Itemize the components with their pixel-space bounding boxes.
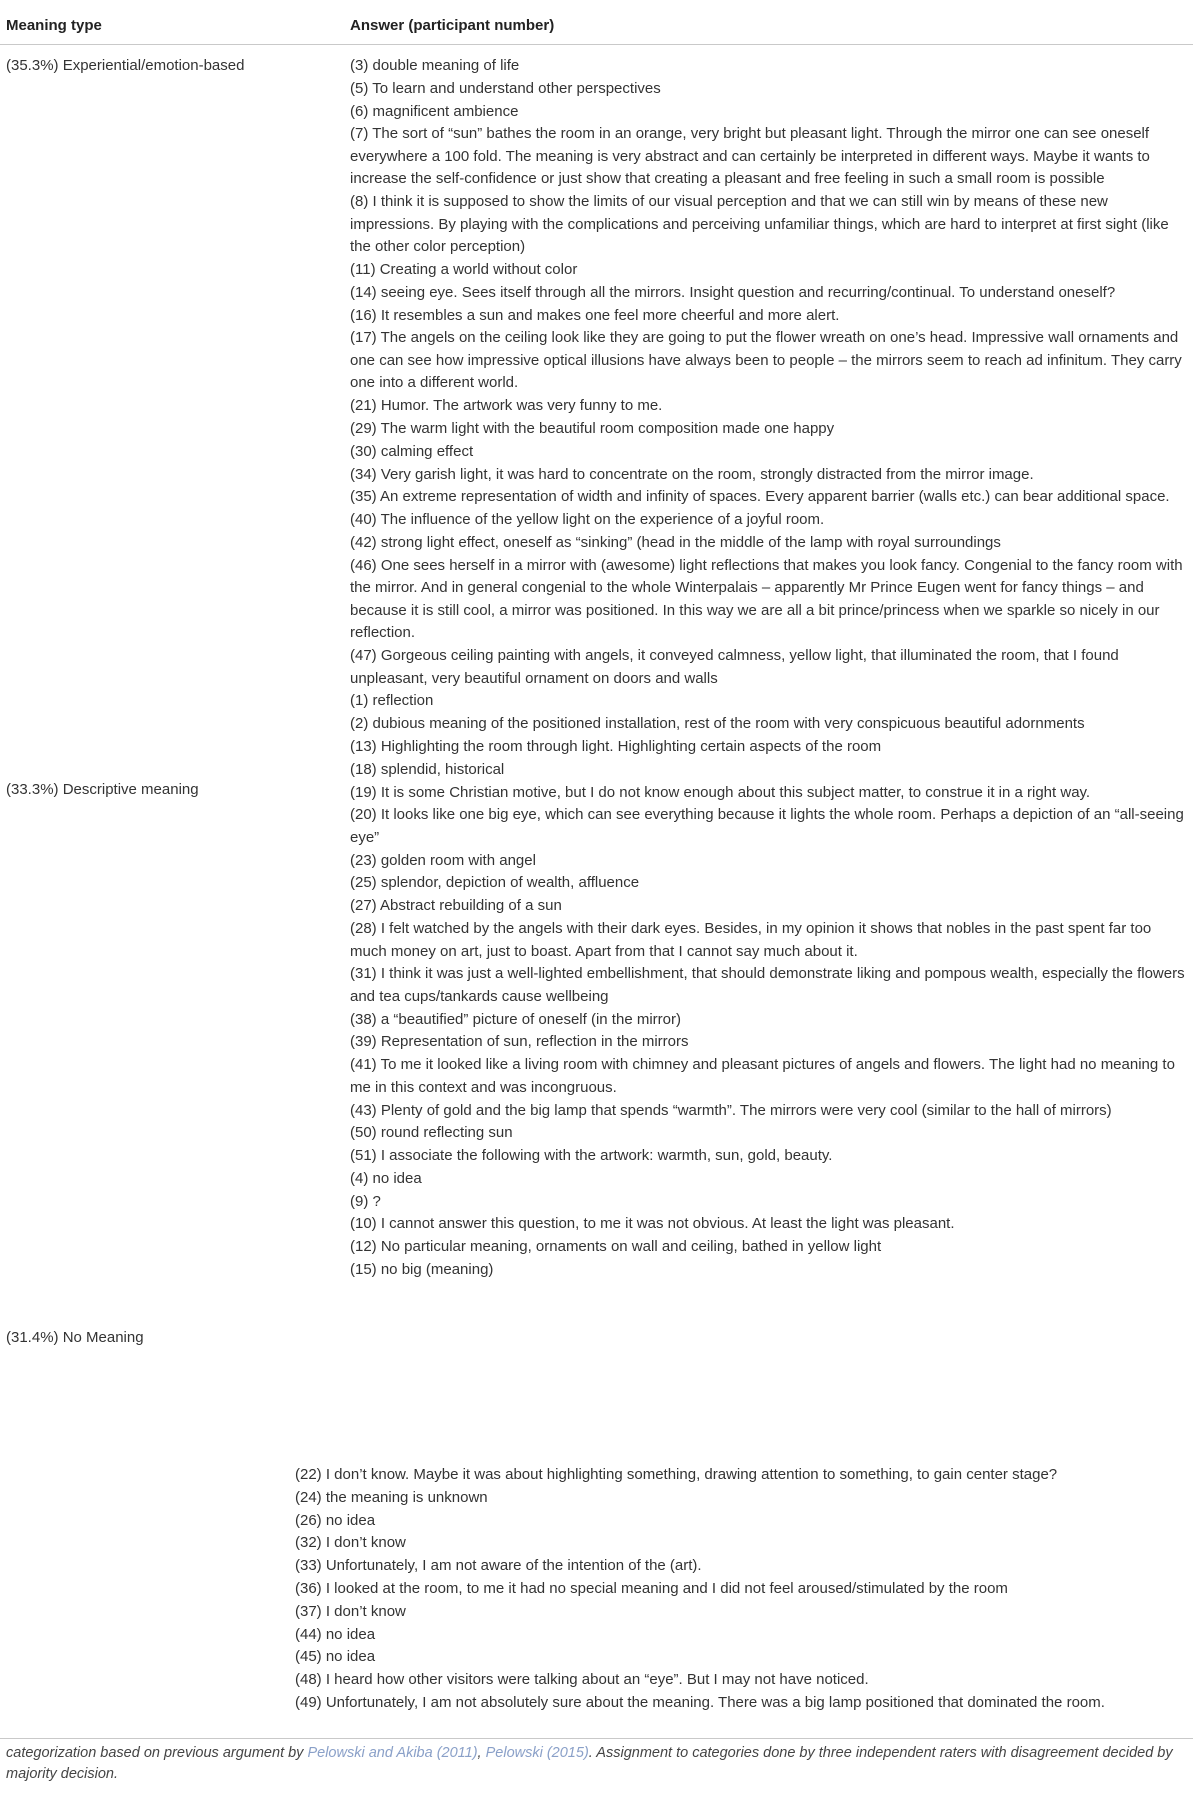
answer-entry: (1) reflection: [350, 692, 434, 710]
answer-entry: (28) I felt watched by the angels with their dark eyes. Besides, in my opinion it shows that nobles in the past spent far too much money on art, just to boast. Apart from that I cannot say much about it.: [350, 920, 1152, 960]
answer-entry: (15) no big (meaning): [350, 1261, 494, 1279]
answer-entry: (11) Creating a world without color: [350, 260, 578, 278]
answer-entry: (32) I don’t know: [295, 1534, 406, 1552]
answer-entry: (2) dubious meaning of the positioned installation, rest of the room with very conspicuous beautiful adornments: [350, 715, 1085, 733]
column-header-answer: Answer (participant number): [350, 17, 555, 34]
answer-entry: (37) I don’t know: [295, 1602, 406, 1620]
answer-entry: (23) golden room with angel: [350, 851, 536, 869]
answer-entry: (26) no idea: [295, 1511, 376, 1529]
footnote-reference-2[interactable]: Pelowski (2015): [485, 1745, 589, 1761]
answer-list-main: [350, 55, 1192, 1282]
answer-entry: (19) It is some Christian motive, but I do not know enough about this subject matter, to construe it in a right way.: [350, 783, 1091, 801]
answer-entry: (7) The sort of “sun” bathes the room in an orange, very bright but pleasant light. Through the mirror one can see oneself everywhere a 100 fold. The meaning is very abstract and can certainly be interpreted in different ways. Maybe it wants to increase the self-confidence or just show that creating a pleasant and free feeling in such a small room is possible: [350, 125, 1150, 188]
answer-entry: (31) I think it was just a well-lighted embellishment, that should demonstrate liking and pompous wealth, especially the flowers and tea cups/tankards cause wellbeing: [350, 965, 1185, 1005]
answer-entry: (25) splendor, depiction of wealth, affluence: [350, 874, 640, 892]
footnote-text-end: . Assignment to categories done by three independent raters with disagreement decided by majority decision.: [6, 1745, 1173, 1782]
answer-entry: (43) Plenty of gold and the big lamp that spends “warmth”. The mirrors were very cool (similar to the hall of mirrors): [350, 1101, 1112, 1119]
answer-entry: (38) a “beautified” picture of oneself (in the mirror): [350, 1010, 681, 1028]
answer-entry: (9) ?: [350, 1192, 381, 1210]
answer-list-continued: [295, 1464, 1193, 1715]
answer-entry: (3) double meaning of life: [350, 57, 520, 74]
table-bottom-divider: [0, 1738, 1193, 1739]
answer-entry: (24) the meaning is unknown: [295, 1488, 488, 1506]
answer-entry: (20) It looks like one big eye, which can see everything because it lights the whole room. Perhaps a depiction of an “all-seeing eye”: [350, 806, 1184, 846]
answer-entry: (18) splendid, historical: [350, 760, 505, 778]
answer-entry: (10) I cannot answer this question, to me it was not obvious. At least the light was pleasant.: [350, 1215, 955, 1233]
answer-entry: (33) Unfortunately, I am not aware of the intention of the (art).: [295, 1557, 702, 1575]
answer-entry: (42) strong light effect, oneself as “sinking” (head in the middle of the lamp with royal surroundings: [350, 533, 1001, 551]
answer-entry: (34) Very garish light, it was hard to concentrate on the room, strongly distracted from the mirror image.: [350, 465, 1034, 483]
answer-entry: (48) I heard how other visitors were talking about an “eye”. But I may not have noticed.: [295, 1671, 869, 1689]
footnote-text-start: categorization based on previous argument by: [6, 1745, 308, 1761]
answer-entry: (35) An extreme representation of width and infinity of spaces. Every apparent barrier (walls etc.) can bear additional space.: [350, 488, 1170, 506]
header-divider: [0, 44, 1193, 45]
answer-entry: (29) The warm light with the beautiful room composition made one happy: [350, 419, 835, 437]
answer-entry: (39) Representation of sun, reflection in the mirrors: [350, 1033, 689, 1051]
answer-entry: (41) To me it looked like a living room with chimney and pleasant pictures of angels and flowers. The light had no meaning to me in this context and was incongruous.: [350, 1056, 1175, 1096]
footnote-separator: ,: [477, 1745, 486, 1761]
category-no-meaning: (31.4%) No Meaning: [6, 1329, 144, 1346]
answer-entry: (46) One sees herself in a mirror with (awesome) light reflections that makes you look fancy. Congenial to the fancy room with the mirror. And in general congenial to the whole Winterpalais – apparently Mr Prince Eugen went for fancy things – and because it is still cool, a mirror was positioned. In this way we are all a bit prince/princess when we sparkle so nicely in our reflection.: [350, 556, 1183, 642]
answer-entry: (49) Unfortunately, I am not absolutely sure about the meaning. There was a big lamp positioned that dominated the room.: [295, 1693, 1105, 1711]
answer-entry: (4) no idea: [350, 1169, 422, 1187]
answer-entry: (50) round reflecting sun: [350, 1124, 513, 1142]
answer-entry: (8) I think it is supposed to show the limits of our visual perception and that we can still win by means of these new impressions. By playing with the complications and perceiving unfamiliar things, which are hard to interpret at first sight (like the other color perception): [350, 193, 1169, 256]
footnote-reference-1[interactable]: Pelowski and Akiba (2011): [307, 1745, 478, 1761]
answer-entry: (13) Highlighting the room through light. Highlighting certain aspects of the room: [350, 737, 882, 755]
answer-entry: (40) The influence of the yellow light on the experience of a joyful room.: [350, 511, 825, 529]
answer-entry: (22) I don’t know. Maybe it was about highlighting something, drawing attention to something, to gain center stage?: [295, 1466, 1058, 1483]
category-experiential: (35.3%) Experiential/emotion-based: [6, 57, 245, 74]
answer-entry: (16) It resembles a sun and makes one feel more cheerful and more alert.: [350, 306, 840, 324]
answer-entry: (21) Humor. The artwork was very funny to me.: [350, 397, 663, 415]
answer-entry: (51) I associate the following with the artwork: warmth, sun, gold, beauty.: [350, 1147, 833, 1165]
answer-entry: (5) To learn and understand other perspectives: [350, 79, 661, 97]
table-footnote: [6, 1743, 1196, 1785]
answer-entry: (14) seeing eye. Sees itself through all the mirrors. Insight question and recurring/continual. To understand oneself?: [350, 283, 1116, 301]
answer-entry: (6) magnificent ambience: [350, 102, 519, 120]
answer-entry: (36) I looked at the room, to me it had no special meaning and I did not feel aroused/stimulated by the room: [295, 1579, 1008, 1597]
answer-entry: (17) The angels on the ceiling look like they are going to put the flower wreath on one’s head. Impressive wall ornaments and one can see how impressive optical illusions have always been to people – the mirrors seem to reach ad infinitum. They carry one into a different world.: [350, 329, 1182, 392]
answer-entry: (44) no idea: [295, 1625, 376, 1643]
answer-entry: (47) Gorgeous ceiling painting with angels, it conveyed calmness, yellow light, that illuminated the room, that I found unpleasant, very beautiful ornament on doors and walls: [350, 647, 1119, 687]
column-header-meaning-type: Meaning type: [6, 17, 102, 34]
answer-entry: (45) no idea: [295, 1648, 376, 1666]
answer-entry: (12) No particular meaning, ornaments on wall and ceiling, bathed in yellow light: [350, 1238, 882, 1256]
answer-entry: (30) calming effect: [350, 442, 474, 460]
category-descriptive: (33.3%) Descriptive meaning: [6, 781, 199, 798]
answer-entry: (27) Abstract rebuilding of a sun: [350, 897, 562, 915]
